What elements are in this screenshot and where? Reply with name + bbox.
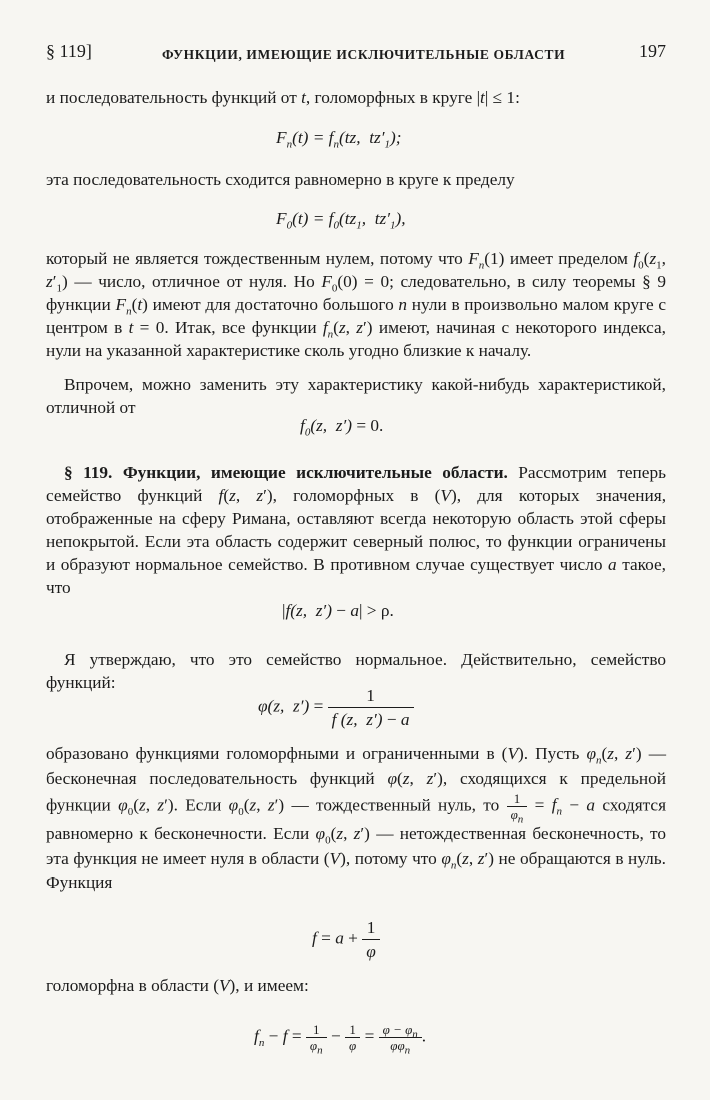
running-header xyxy=(46,40,666,66)
paragraph-4: Впрочем, можно заменить эту характеристику какой-нибудь характеристикой, отличной от xyxy=(46,375,666,417)
paragraph-6: Я утверждаю, что это семейство нормальное. Действительно, семейство функций: xyxy=(46,650,666,692)
page-number: 197 xyxy=(639,41,666,61)
paragraph-1: и последовательность функций от t, голоморфных в круге |t| ≤ 1: xyxy=(46,88,520,107)
paragraph-8: голоморфна в области (V), и имеем: xyxy=(46,976,309,995)
paragraph-7: образовано функциями голоморфными и ограниченными в (V). Пусть $\varphi_n(z$, z′) — бесконечная последовательность функций φ(z, z′), сходящихся к предельной функции $\varphi_0(z$, z′). Если $\varphi_0(z$, z′) — тождественный нуль, то $\frac{1}{\varphi_n}$ = $f_n - a$ сходятся равномерно к бесконечности. Если $\varphi_0(z$, z′) — нетождественная бесконечность, то эта функция не имеет нуля в области (V), потому что $\varphi_n(z$, z′) не обращаются в нуль. Функция xyxy=(46,744,667,892)
formula-6: f = a + $\frac{1}{\varphi}$ xyxy=(312,916,380,963)
paragraph-3: который не является тождественным нулем, потому что $F_n(1)$ имеет пределом $f_0(z_1$, $z'_1$) — число, отличное от нуля. Но $F_0(0) = 0$; следовательно, в силу теоремы § 9 функции $F_n(t)$ имеют для достаточно большого n нули в произвольно малом круге с центром в t = 0. Итак, все функции $f_n(z$, z′) имеют, начиная с некоторого индекса, нули на указанной характеристике сколь угодно близкие к началу. xyxy=(46,249,666,360)
paragraph-5: § 119. Функции, имеющие исключительные области. Рассмотрим теперь семейство функций f(z, z′), голоморфных в (V), для которых значения, отображенные на сферу Римана, оставляют всегда некоторую область этой сферы непокрытой. Если эта область содержит северный полюс, то функции ограничены и образуют нормальное семейство. В противном случае существует число a такое, что xyxy=(46,463,667,597)
header-section: § 119] xyxy=(46,41,92,61)
formula-3: $f_0(z$, z′) = 0. xyxy=(300,416,384,439)
formula-1: $F_n(t) = f_n(tz$, $tz'_1$); xyxy=(276,128,402,151)
fraction: $\frac{\varphi - \varphi_n}{\varphi\varphi_n}$ xyxy=(379,1022,422,1053)
fraction: $\frac{1}{\varphi_n}$ xyxy=(507,791,528,822)
header-title: ФУНКЦИИ, ИМЕЮЩИЕ ИСКЛЮЧИТЕЛЬНЫЕ ОБЛАСТИ xyxy=(162,47,566,62)
section-heading: § 119. Функции, имеющие исключительные области. xyxy=(64,463,508,482)
paragraph-2: эта последовательность сходится равномерно в круге к пределу xyxy=(46,170,515,189)
fraction: $\frac{1}{\varphi}$ xyxy=(362,916,380,963)
fraction: $\frac{1}{\varphi}$ xyxy=(345,1022,360,1053)
formula-5: φ(z, z′) = $\frac{1}{f (z, z') - a}$ xyxy=(258,684,414,731)
fraction: $\frac{1}{f (z, z') - a}$ xyxy=(328,684,414,731)
formula-2: $F_0(t) = f_0(tz_1$, $tz'_1$), xyxy=(276,209,406,232)
fraction: $\frac{1}{\varphi_n}$ xyxy=(306,1022,327,1053)
formula-4: |f(z, z′) − a| > ρ. xyxy=(282,601,394,620)
formula-7: $f_n - f$ = $\frac{1}{\varphi_n}$ − $\frac{1}{\varphi}$ = $\frac{\varphi - \varphi_n}{\varphi\varphi_n}$ . xyxy=(254,1022,427,1057)
